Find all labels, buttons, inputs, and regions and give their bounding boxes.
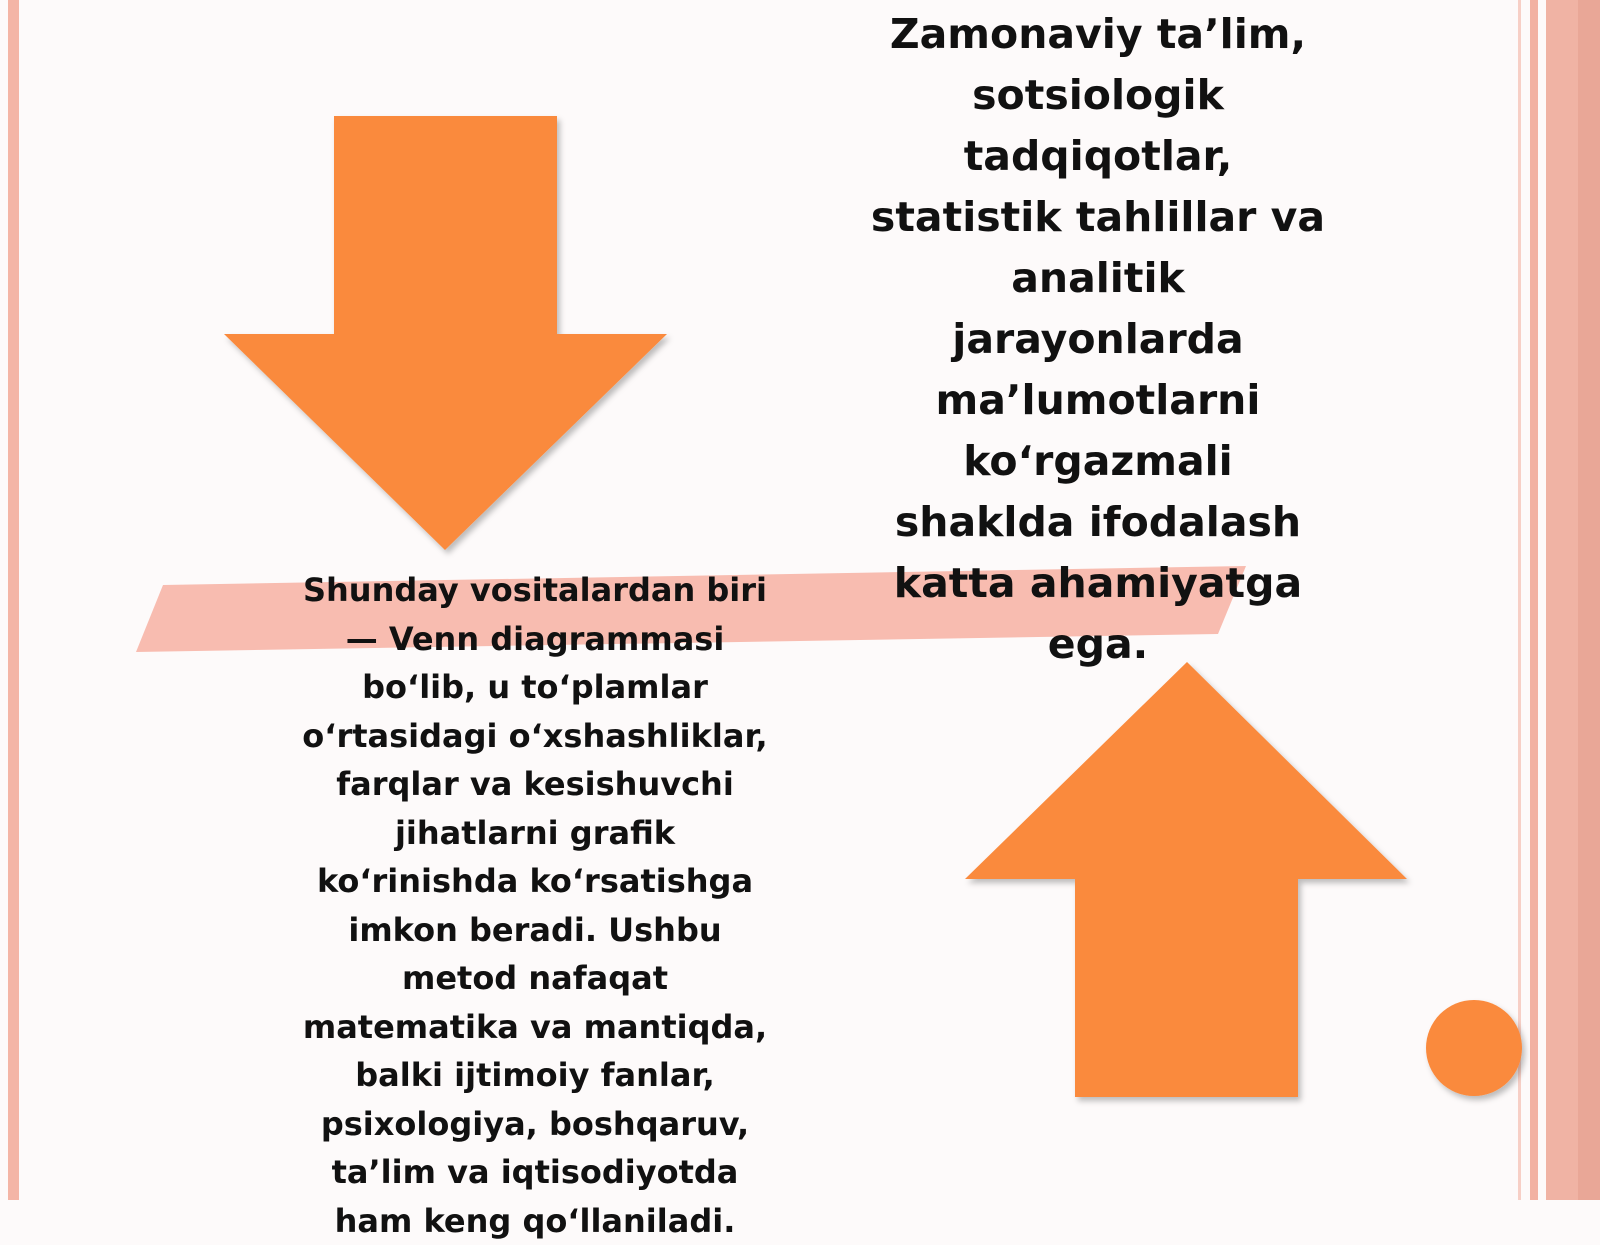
- down-arrow-icon: [224, 116, 667, 550]
- up-arrow-icon: [965, 662, 1407, 1097]
- lower-text-block: Shunday vositalardan biri — Venn diagrammasi bo‘lib, u to‘plamlar o‘rtasidagi o‘xshashliklar, farqlar va kesishuvchi jihatlarni grafik ko‘rinishda ko‘rsatishga imkon beradi. Ushbu metod nafaqat matematika va mantiqda, balki ijtimoiy fanlar, psixologiya, boshqaruv, ta’lim va iqtisodiyotda ham keng qo‘llaniladi.: [302, 571, 768, 1240]
- upper-text-block: Zamonaviy ta’lim, sotsiologik tadqiqotlar, statistik tahlillar va analitik jarayonlarda ma’lumotlarni ko‘rgazmali shaklda ifodalash katta ahamiyatga ega.: [870, 10, 1326, 668]
- decorative-circle-icon: [1426, 1000, 1522, 1096]
